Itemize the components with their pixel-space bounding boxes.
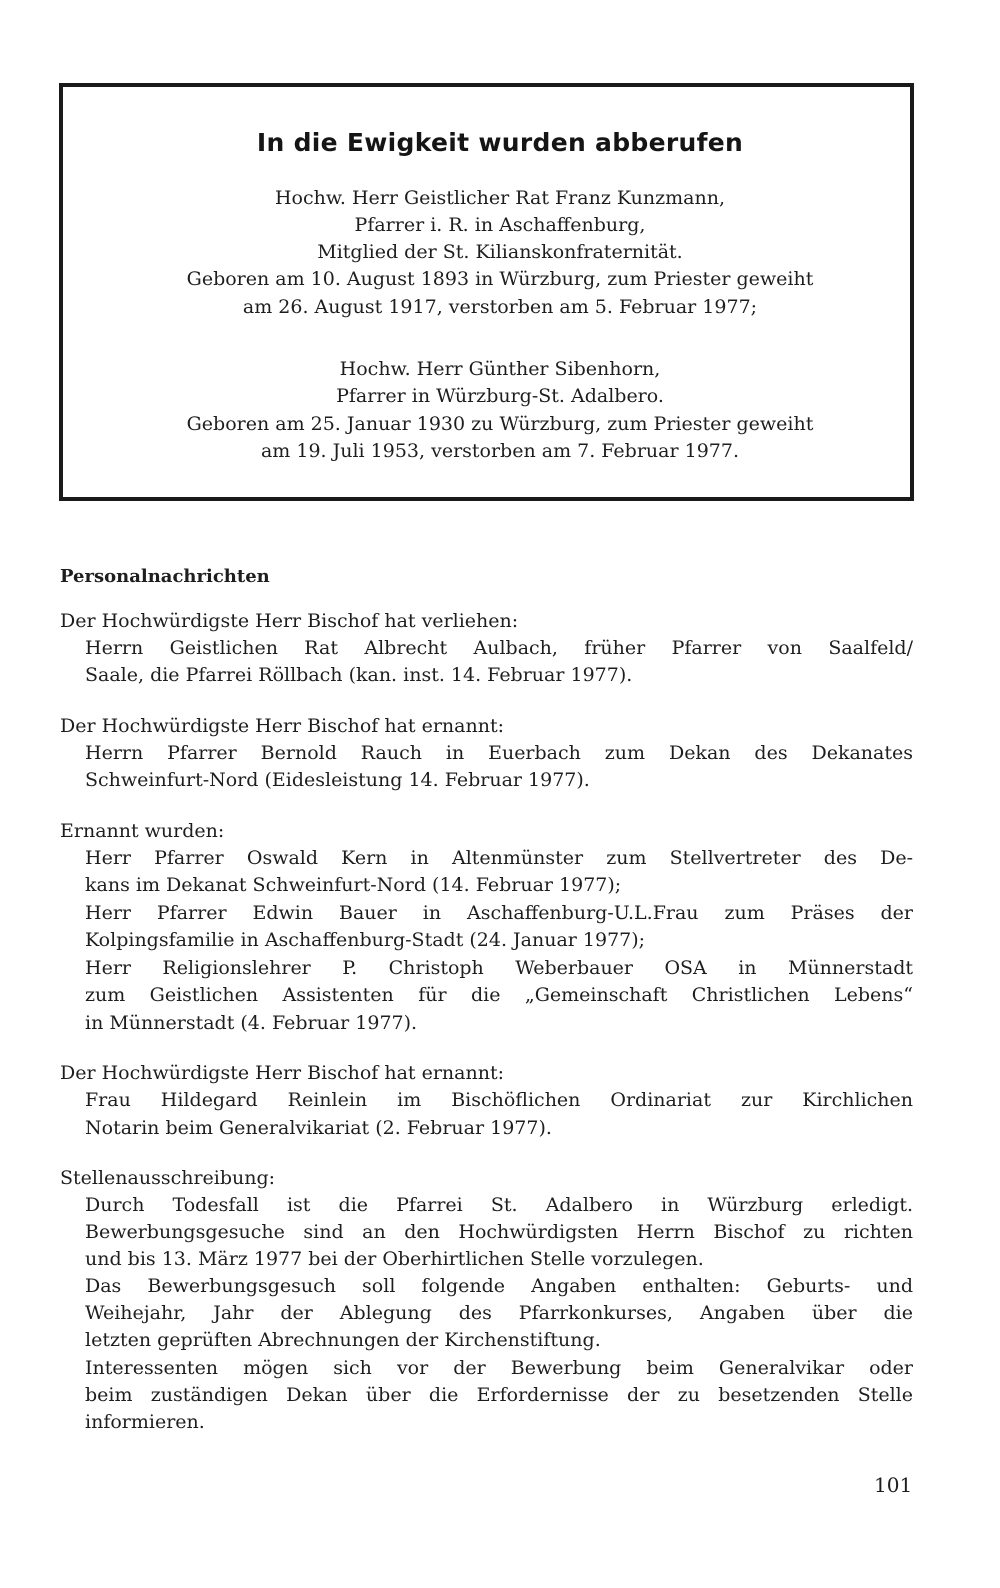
section-line: in Münnerstadt (4. Februar 1977). — [85, 1012, 418, 1034]
obituary-line: Hochw. Herr Geistlicher Rat Franz Kunzmann, — [274, 187, 726, 209]
obituary-line: Hochw. Herr Günther Sibenhorn, — [339, 358, 661, 380]
section-line: beim zuständigen Dekan über die Erfordernisse der zu besetzenden Stelle — [85, 1384, 913, 1406]
section-intro: Der Hochwürdigste Herr Bischof hat ernannt: — [60, 715, 504, 737]
obituary-title: In die Ewigkeit wurden abberufen — [256, 128, 744, 157]
section-heading: Personalnachrichten — [60, 566, 270, 587]
section-line: Herr Pfarrer Edwin Bauer in Aschaffenburg-U.L.Frau zum Präses der — [85, 902, 913, 924]
section-line: Herrn Pfarrer Bernold Rauch in Euerbach zum Dekan des Dekanates — [85, 742, 913, 764]
section-line: Schweinfurt-Nord (Eidesleistung 14. Februar 1977). — [85, 769, 590, 791]
section-line: Herr Pfarrer Oswald Kern in Altenmünster zum Stellvertreter des De- — [85, 847, 913, 869]
section-line: Herrn Geistlichen Rat Albrecht Aulbach, früher Pfarrer von Saalfeld/ — [85, 637, 913, 659]
section-line: und bis 13. März 1977 bei der Oberhirtlichen Stelle vorzulegen. — [85, 1248, 704, 1270]
section-line: Frau Hildegard Reinlein im Bischöflichen Ordinariat zur Kirchlichen — [85, 1089, 913, 1111]
section-line: Notarin beim Generalvikariat (2. Februar 1977). — [85, 1117, 552, 1139]
section-line: letzten geprüften Abrechnungen der Kirchenstiftung. — [85, 1329, 601, 1351]
section-intro: Ernannt wurden: — [60, 820, 225, 842]
section-line: Bewerbungsgesuche sind an den Hochwürdigsten Herrn Bischof zu richten — [85, 1221, 913, 1243]
page-number: 101 — [874, 1473, 913, 1497]
section-line: Interessenten mögen sich vor der Bewerbung beim Generalvikar oder — [85, 1357, 913, 1379]
section-line: Herr Religionslehrer P. Christoph Weberbauer OSA in Münnerstadt — [85, 957, 913, 979]
section-intro: Stellenausschreibung: — [60, 1167, 276, 1189]
obituary-line: Geboren am 10. August 1893 in Würzburg, zum Priester geweiht — [186, 268, 814, 290]
section-line: Durch Todesfall ist die Pfarrei St. Adalbero in Würzburg erledigt. — [85, 1194, 913, 1216]
section-line: zum Geistlichen Assistenten für die „Gemeinschaft Christlichen Lebens“ — [85, 984, 913, 1006]
section-line: Saale, die Pfarrei Röllbach (kan. inst. 14. Februar 1977). — [85, 664, 633, 686]
obituary-line: am 26. August 1917, verstorben am 5. Februar 1977; — [242, 296, 758, 318]
obituary-line: am 19. Juli 1953, verstorben am 7. Februar 1977. — [260, 440, 740, 462]
obituary-line: Mitglied der St. Kilianskonfraternität. — [317, 241, 683, 263]
section-intro: Der Hochwürdigste Herr Bischof hat verliehen: — [60, 610, 519, 632]
section-line: Weihejahr, Jahr der Ablegung des Pfarrkonkurses, Angaben über die — [85, 1302, 913, 1324]
section-line: Kolpingsfamilie in Aschaffenburg-Stadt (24. Januar 1977); — [85, 929, 646, 951]
section-line: kans im Dekanat Schweinfurt-Nord (14. Februar 1977); — [85, 874, 622, 896]
obituary-line: Pfarrer i. R. in Aschaffenburg, — [354, 214, 646, 236]
obituary-line: Geboren am 25. Januar 1930 zu Würzburg, zum Priester geweiht — [186, 413, 814, 435]
section-line: informieren. — [85, 1411, 205, 1433]
section-line: Das Bewerbungsgesuch soll folgende Angaben enthalten: Geburts- und — [85, 1275, 913, 1297]
section-intro: Der Hochwürdigste Herr Bischof hat ernannt: — [60, 1062, 504, 1084]
obituary-line: Pfarrer in Würzburg-St. Adalbero. — [336, 385, 664, 407]
